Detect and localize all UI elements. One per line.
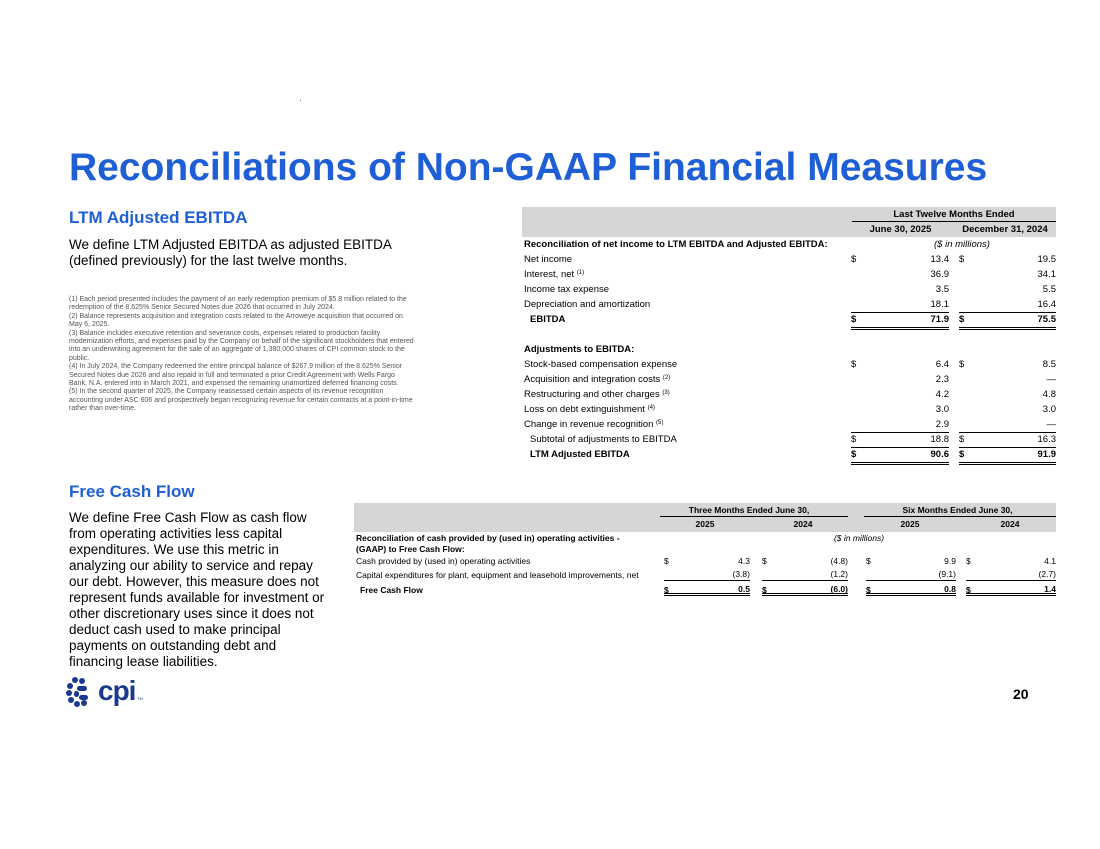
value-3m-2024: (4.8) <box>830 556 848 566</box>
row-label-text: LTM Adjusted EBITDA <box>530 449 630 460</box>
ltm-description <box>69 237 409 269</box>
value-3m-2025: 4.3 <box>738 556 750 566</box>
logo-trademark: TM <box>137 696 143 701</box>
ltm-heading: LTM Adjusted EBITDA <box>69 208 248 227</box>
value-3m-2025: 0.5 <box>664 583 750 596</box>
row-label <box>530 312 565 327</box>
footnote-5: (5) In the second quarter of 2025, the Company reassessed certain aspects of its revenue recognition accounting under ASC 606 and prospectively began recognizing revenue for certain contracts at a point-in-time rather than over-time. <box>69 388 413 413</box>
row-label-text: Loss on debt extinguishment <box>524 404 645 415</box>
dollar-sign: $ <box>959 254 965 265</box>
subtotal-row <box>522 432 1056 447</box>
row-label <box>530 432 677 447</box>
value-dec-2024: 16.4 <box>959 297 1056 313</box>
row-label-text: Subtotal of adjustments to EBITDA <box>530 434 677 445</box>
group-header-row <box>522 207 1056 222</box>
value-6m-2024: (2.7) <box>966 568 1056 581</box>
fcf-desc-line: other discretionary uses since it does not <box>69 606 314 621</box>
adjustments-header <box>522 342 1056 357</box>
footnote-3: (3) Balance includes executive retention and severance costs, expenses related to production facility modernization efforts, and expenses paid by the Company on behalf of the significant stockholders that entered into an underwriting agreement for the sale of an aggregate of 1,380,000 shares of CPI common stock to the public. <box>69 329 414 362</box>
value-6m-2025: 0.8 <box>866 583 956 596</box>
dollar-sign: $ <box>866 556 871 566</box>
dollar-sign: $ <box>959 359 965 370</box>
col-header-june-2025: June 30, 2025 <box>869 224 932 235</box>
units-label: ($ in millions) <box>934 239 990 250</box>
value-june-2025: 4.2 <box>935 389 949 400</box>
year-row <box>354 517 1056 532</box>
dollar-sign: $ <box>762 585 767 595</box>
fcf-desc-line: analyzing our ability to service and repay <box>69 558 313 573</box>
fcf-desc-line: financing lease liabilities. <box>69 654 218 669</box>
value-june-2025: 2.3 <box>935 374 949 385</box>
table-row <box>522 297 1056 312</box>
section-row <box>522 237 1056 252</box>
row-label <box>524 357 677 372</box>
dollar-sign: $ <box>966 585 971 595</box>
fcf-desc-line: our debt. However, this measure does not <box>69 574 319 589</box>
group-header-row <box>354 503 1056 517</box>
table-row <box>354 568 1056 582</box>
col-header-dec-2024: December 31, 2024 <box>962 224 1048 235</box>
row-label <box>524 252 572 267</box>
value-june-2025: 18.1 <box>851 297 949 313</box>
footnote-ref: (2) <box>662 375 671 381</box>
row-label-text: Interest, net <box>524 269 575 280</box>
table-row <box>522 387 1056 402</box>
value-dec-2024: 3.0 <box>1042 404 1056 415</box>
value-dec-2024: 75.5 <box>959 312 1056 330</box>
row-label-text: Stock-based compensation expense <box>524 359 678 370</box>
value-june-2025: 13.4 <box>930 254 949 265</box>
table-row <box>354 554 1056 568</box>
dollar-sign: $ <box>664 556 669 566</box>
row-label <box>524 267 584 282</box>
group-header: Last Twelve Months Ended <box>893 209 1015 220</box>
value-dec-2024: 16.3 <box>959 432 1056 448</box>
dollar-sign: $ <box>959 314 965 325</box>
group-six-months: Six Months Ended June 30, <box>902 505 1013 515</box>
stray-dot <box>300 100 301 101</box>
value-june-2025: 36.9 <box>930 269 949 280</box>
section-label-1: Reconciliation of cash provided by (used in) operating activities - <box>356 533 620 543</box>
value-3m-2024: (1.2) <box>762 568 848 581</box>
section-label: Reconciliation of net income to LTM EBITDA and Adjusted EBITDA: <box>524 239 828 250</box>
footnote-ref: (5) <box>656 420 664 426</box>
value-dec-2024: 5.5 <box>1042 284 1056 295</box>
table-row <box>522 267 1056 282</box>
ltm-desc-line: We define LTM Adjusted EBITDA as adjusted EBITDA <box>69 237 392 252</box>
row-label: Free Cash Flow <box>360 585 423 595</box>
value-6m-2024: 1.4 <box>966 583 1056 596</box>
fcf-desc-line: We define Free Cash Flow as cash flow <box>69 510 307 525</box>
row-label <box>524 402 655 417</box>
dollar-sign: $ <box>959 449 965 460</box>
row-label-text: EBITDA <box>530 314 566 325</box>
fcf-desc-line: from operating activities less capital <box>69 526 283 541</box>
value-6m-2025: 9.9 <box>944 556 956 566</box>
value-6m-2025: (9.1) <box>866 568 956 581</box>
fcf-heading: Free Cash Flow <box>69 482 195 501</box>
ltm-desc-line: (defined previously) for the last twelve months. <box>69 253 348 268</box>
row-label-text: Income tax expense <box>524 284 610 295</box>
row-label-text: Restructuring and other charges <box>524 389 660 400</box>
fcf-table <box>354 503 1056 598</box>
row-label <box>524 282 609 297</box>
value-dec-2024: 8.5 <box>1042 359 1056 370</box>
ltm-adjusted-ebitda-row <box>522 447 1056 462</box>
row-label-text: Depreciation and amortization <box>524 299 651 310</box>
row-label: Capital expenditures for plant, equipment and leasehold improvements, net <box>356 570 639 580</box>
dollar-sign: $ <box>866 585 871 595</box>
year-header: 2024 <box>1000 519 1020 529</box>
dollar-sign: $ <box>851 434 857 445</box>
value-3m-2025: (3.8) <box>664 568 750 581</box>
value-june-2025: 18.8 <box>851 432 949 448</box>
table-row <box>522 402 1056 417</box>
dollar-sign: $ <box>966 556 971 566</box>
footnote-ref: (1) <box>576 270 585 276</box>
fcf-desc-line: payments on outstanding debt and <box>69 638 277 653</box>
page-number: 20 <box>1013 686 1029 702</box>
footnote-1: (1) Each period presented includes the payment of an early redemption premium of $5.8 million related to the redemption of the 8.625% Senior Secured Notes due 2026 that occurred in July 2024. <box>69 296 407 312</box>
year-header: 2025 <box>900 519 920 529</box>
dollar-sign: $ <box>959 434 965 445</box>
value-dec-2024: — <box>959 417 1056 433</box>
free-cash-flow-row <box>354 583 1056 597</box>
footnote-ref: (3) <box>662 390 670 396</box>
ebitda-row <box>522 312 1056 327</box>
cpi-logo <box>66 676 146 710</box>
value-dec-2024: 91.9 <box>959 447 1056 465</box>
value-june-2025: 71.9 <box>851 312 949 330</box>
logo-text: cpi <box>98 675 136 706</box>
footnote-ref: (4) <box>647 405 655 411</box>
value-june-2025: 3.5 <box>935 284 949 295</box>
table-row <box>522 252 1056 267</box>
row-label-text: Adjustments to EBITDA: <box>524 344 635 355</box>
year-header: 2024 <box>793 519 813 529</box>
dollar-sign: $ <box>851 359 857 370</box>
row-label <box>524 417 663 432</box>
page-title: Reconciliations of Non-GAAP Financial Measures <box>69 146 988 189</box>
row-label <box>524 387 670 402</box>
col-header-row <box>522 222 1056 237</box>
value-june-2025: 3.0 <box>935 404 949 415</box>
footnotes <box>69 296 414 414</box>
fcf-desc-line: expenditures. We use this metric in <box>69 542 279 557</box>
dollar-sign: $ <box>664 585 669 595</box>
table-row <box>522 372 1056 387</box>
value-3m-2024: (6.0) <box>762 583 848 596</box>
value-june-2025: 2.9 <box>851 417 949 433</box>
dollar-sign: $ <box>851 254 857 265</box>
section-label-2: (GAAP) to Free Cash Flow: <box>356 544 465 554</box>
row-label <box>530 447 630 462</box>
value-june-2025: 90.6 <box>851 447 949 465</box>
table-row <box>522 282 1056 297</box>
ltm-ebitda-table <box>522 207 1056 462</box>
row-label-text: Net income <box>524 254 573 265</box>
table-row <box>522 417 1056 432</box>
value-dec-2024: 19.5 <box>1037 254 1056 265</box>
value-6m-2024: 4.1 <box>1044 556 1056 566</box>
dollar-sign: $ <box>762 556 767 566</box>
value-june-2025: 6.4 <box>935 359 949 370</box>
row-label <box>524 342 634 357</box>
footnote-4: (4) In July 2024, the Company redeemed the entire principal balance of $267.9 million of the 8.625% Senior Secured Notes due 2026 and also repaid in full and terminated a prior Credit Agreement with Wells Fargo Bank, N.A. entered into in March 2021, and expensed the remaining unamortized deferred financing costs. <box>69 363 403 388</box>
fcf-desc-line: represent funds available for investment or <box>69 590 325 605</box>
row-label <box>524 297 650 312</box>
fcf-desc-line: deduct cash used to make principal <box>69 622 281 637</box>
group-three-months: Three Months Ended June 30, <box>688 505 810 515</box>
row-label-text: Change in revenue recognition <box>524 419 654 430</box>
value-dec-2024: 34.1 <box>1037 269 1056 280</box>
units-label: ($ in millions) <box>833 533 885 543</box>
value-dec-2024: 4.8 <box>1042 389 1056 400</box>
dollar-sign: $ <box>851 449 857 460</box>
year-header: 2025 <box>695 519 715 529</box>
row-label <box>524 372 670 387</box>
footnote-2: (2) Balance represents acquisition and integration costs related to the Arroweye acquisition that occurred on May 6, 2025. <box>69 312 403 329</box>
value-dec-2024: — <box>1046 374 1056 385</box>
dollar-sign: $ <box>851 314 857 325</box>
row-label-text: Acquisition and integration costs <box>524 374 661 385</box>
row-label: Cash provided by (used in) operating activities <box>356 556 531 566</box>
fcf-description <box>69 510 339 670</box>
table-row <box>522 357 1056 372</box>
